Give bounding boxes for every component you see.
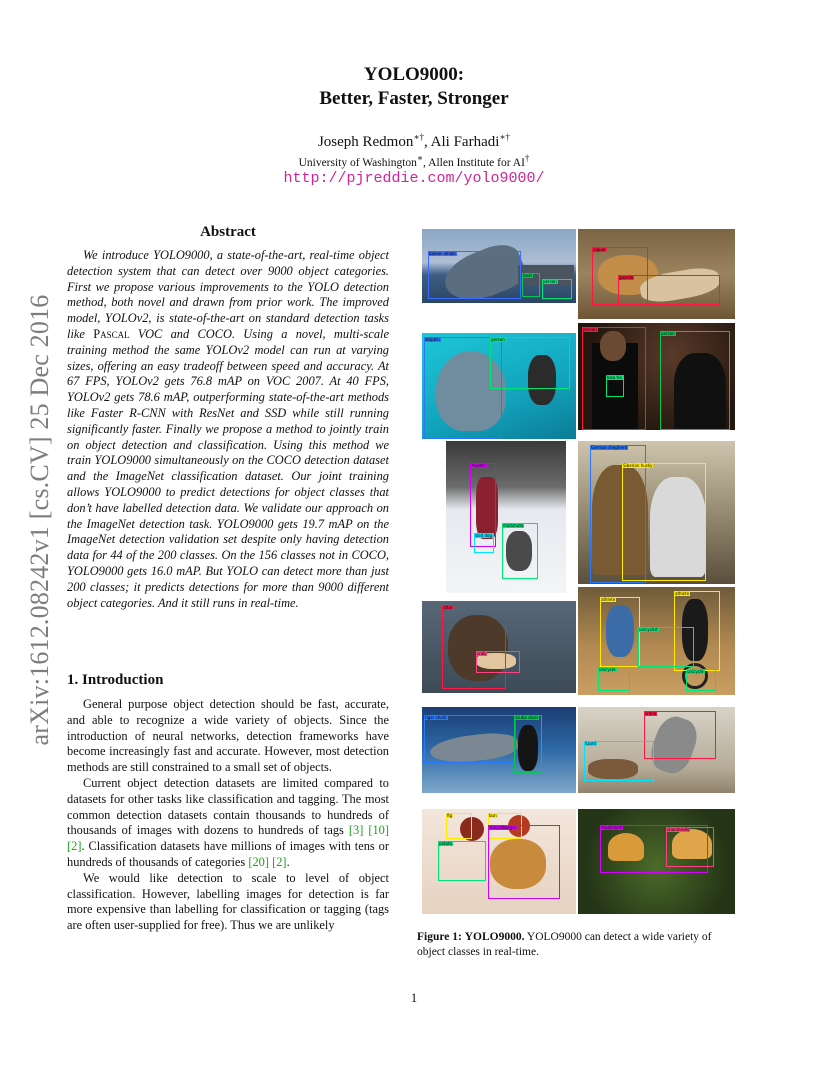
label-tag: unicycle [599, 667, 616, 672]
figure-detection-examples [422, 229, 735, 914]
photo-food [422, 809, 576, 914]
label-tag: dolphin [425, 337, 440, 342]
photo-dolphin [422, 333, 576, 439]
abstract-body: We introduce YOLO9000, a state-of-the-art, real-time object detection system that can detect over 9000 object categories. First we propose various improvements to the YOLO detection method, both novel and drawn from prior work. The improved model, YOLOv2, is state-of-the-art on standard detection tasks like Pascal VOC and COCO. Using a novel, multi-scale training method the same YOLOv2 model can run at varying sizes, offering an easy tradeoff between speed and accuracy. At 67 FPS, YOLOv2 gets 76.8 mAP on VOC 2007. At 40 FPS, YOLOv2 gets 78.6 mAP, outperforming state-of-the-art methods like Faster R-CNN with ResNet and SSD while still running significantly faster. Finally we propose a method to jointly train on object detection and classification. Using this method we train YOLO9000 simultaneously on the COCO detection dataset and the ImageNet classification dataset. Our joint training allows YOLO9000 to predict detections for object classes that don’t have labelled detection data. We validate our approach on the ImageNet detection task. YOLO9000 gets 19.7 mAP on the ImageNet detection validation set despite only having detection data for 44 of the 200 classes. On the 156 classes not in COCO, YOLO9000 gets 16.0 mAP. But YOLO can detect more than just 200 classes; it predicts detections for more than 9000 different object categories. And it still runs in real-time. [67, 248, 389, 610]
label-tag: bow tie [607, 375, 622, 380]
page-number: 1 [410, 991, 418, 1005]
label-tag: otter [443, 605, 453, 610]
photo-shark [422, 707, 576, 793]
photo-leopard [578, 229, 735, 319]
abstract-heading: Abstract [200, 224, 256, 240]
citation-link[interactable]: [3] [348, 823, 364, 838]
label-tag: boat [523, 273, 533, 278]
affiliations: University of Washington∗, Allen Institute for AI† [298, 153, 530, 169]
photo-heron [578, 707, 735, 793]
intro-paragraph-2: Current object detection datasets are limited compared to datasets for other tasks like classification and tagging. The most common detection datasets contain thousands to hundreds of thousands of images with dozens to hundreds of tags [3] [10] [2]. Classification datasets have millions of images with tens or hundreds of thousands of categories [20] [2]. [67, 775, 389, 869]
label-tag: German shepherd [591, 445, 628, 450]
introduction-heading: 1. Introduction [67, 672, 164, 688]
label-tag: chanterelle [667, 827, 690, 832]
photo-musher [446, 441, 566, 593]
label-tag: jaguar [593, 247, 606, 252]
paper-title-line1: YOLO9000: [363, 64, 465, 85]
authors: Joseph Redmon∗†, Ali Farhadi∗† [317, 132, 511, 150]
paper-title-line2: Better, Faster, Stronger [319, 88, 509, 109]
label-tag: cheeseburger [489, 825, 517, 830]
label-tag: crane [645, 711, 657, 716]
photo-whale [422, 229, 576, 303]
label-tag: musher [471, 463, 487, 468]
label-tag: unicyclist [639, 627, 658, 632]
label-tag: mushroom [601, 825, 623, 830]
intro-paragraph-3: We would like detection to scale to level of object classification. However, labelling images for detection is far more expensive than labelling for classification or tagging (tags are often user-supplied for free). Thus we are unlikely [67, 870, 389, 933]
label-tag: potato [439, 841, 453, 846]
label-tag: athlete [675, 591, 690, 596]
arxiv-identifier: arXiv:1612.08242v1 [cs.CV] 25 Dec 2016 [25, 294, 54, 746]
label-tag: Siberian husky [623, 463, 653, 468]
citation-link[interactable]: [20] [248, 854, 269, 869]
photo-mushrooms [578, 809, 735, 914]
label-tag: sled dog [475, 533, 492, 538]
label-tag: person [661, 331, 675, 336]
label-tag: person [583, 327, 597, 332]
label-tag: baleen whale [429, 251, 456, 256]
label-tag: person [543, 279, 557, 284]
label-tag: scuba diver [515, 715, 539, 720]
label-tag: unicycle [687, 669, 704, 674]
photo-unicycle [578, 587, 735, 695]
citation-link[interactable]: [2] [272, 854, 287, 869]
label-tag: crab [477, 651, 486, 656]
label-tag: athlete [601, 597, 616, 602]
label-tag: lizard [585, 741, 596, 746]
photo-dogs [578, 441, 735, 584]
label-tag: bun [489, 813, 497, 818]
citation-link[interactable]: [10] [368, 823, 389, 838]
figure-caption: Figure 1: YOLO9000. YOLO9000 can detect a wide variety of object classes in real-time. [417, 931, 712, 958]
label-tag: fig [447, 813, 453, 818]
intro-paragraph-1: General purpose object detection should be fast, accurate, and able to recognize a wide variety of objects. Since the introduction of neural networks, detection frameworks have become increasingly fast and accurate. However, most detection methods are still constrained to a small set of objects. [67, 697, 389, 775]
label-tag: person [491, 337, 505, 342]
photo-people [578, 323, 735, 430]
label-tag: tiger shark [425, 715, 447, 720]
project-url-link[interactable]: http://pjreddie.com/yolo9000/ [283, 170, 545, 187]
label-tag: malamute [503, 523, 524, 528]
citation-link[interactable]: [2] [67, 839, 82, 854]
introduction-body [67, 697, 389, 934]
label-tag: gazelle [619, 275, 634, 280]
photo-otter [422, 601, 576, 693]
